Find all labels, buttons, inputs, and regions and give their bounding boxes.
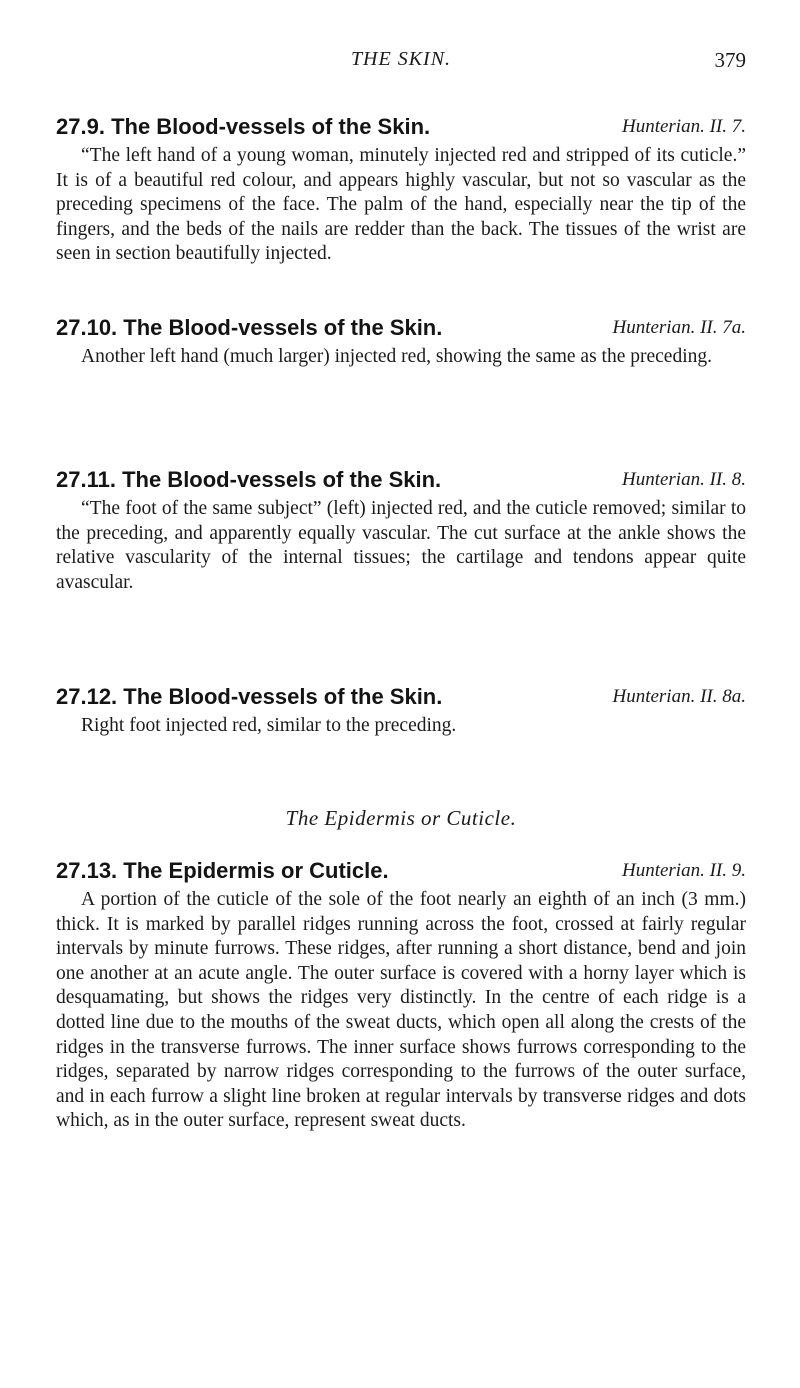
entry-number: 27.10. <box>56 315 118 340</box>
entry-number-and-title <box>56 684 442 709</box>
specimen-entry <box>56 114 746 267</box>
specimen-entry <box>56 684 746 739</box>
entry-heading <box>56 858 746 888</box>
catalogue-reference: Hunterian. II. 9. <box>621 860 746 881</box>
running-title: THE SKIN. <box>350 48 452 70</box>
catalogue-reference: Hunterian. II. 8. <box>621 469 746 490</box>
catalogue-reference: Hunterian. II. 7a. <box>612 317 746 338</box>
entry-number: 27.9. <box>56 114 105 139</box>
specimen-entry <box>56 467 746 595</box>
entry-number-and-title <box>56 114 430 139</box>
section-heading: The Epidermis or Cuticle. <box>285 806 517 830</box>
entry-number-and-title <box>56 315 442 340</box>
entry-number: 27.11. <box>56 467 116 492</box>
specimen-entry <box>56 315 746 370</box>
entry-description: Another left hand (much larger) injected red, showing the same as the preceding. <box>81 346 712 367</box>
entry-title: The Blood-vessels of the Skin. <box>123 315 443 340</box>
catalogue-reference: Hunterian. II. 8a. <box>612 686 746 707</box>
entry-number: 27.12. <box>56 684 118 709</box>
catalogue-reference: Hunterian. II. 7. <box>621 116 746 137</box>
entry-description: “The left hand of a young woman, minutely injected red and stripped of its cuticle.” It is of a beautiful red colour, and appears highly vascular, but not so vascular as the preceding specimens of the face. The palm of the hand, especially near the tip of the fingers, and the beds of the nails are redder than the back. The tissues of the wrist are seen in section beautifully injected. <box>56 145 746 265</box>
entry-description: A portion of the cuticle of the sole of the foot nearly an eighth of an inch (3 mm.) thick. It is marked by parallel ridges running across the foot, crossed at fairly regular intervals by minute furrows. These ridges, after running a short distance, bend and join one another at an acute angle. The outer surface is covered with a horny layer which is desquamating, but shows the ridges very distinctly. In the centre of each ridge is a dotted line due to the mouths of the sweat ducts, which open all along the crests of the ridges in the transverse furrows. The inner surface shows furrows corresponding to the ridges, separated by narrow ridges corresponding to the furrows of the outer surface, and in each furrow a slight line broken at regular intervals by transverse ridges and dots which, as in the outer surface, represent sweat ducts. <box>56 889 746 1132</box>
entry-title: The Blood-vessels of the Skin. <box>123 684 443 709</box>
entry-heading <box>56 315 746 345</box>
entry-description: “The foot of the same subject” (left) injected red, and the cuticle removed; similar to the preceding, and apparently equally vascular. The cut surface at the ankle shows the relative vascularity of the internal tissues; the cartilage and tendons appear quite avascular. <box>56 498 746 593</box>
entry-description: Right foot injected red, similar to the preceding. <box>81 715 457 736</box>
entry-title: The Blood-vessels of the Skin. <box>111 114 431 139</box>
entry-heading <box>56 684 746 714</box>
entry-number: 27.13. <box>56 858 118 883</box>
entry-title: The Blood-vessels of the Skin. <box>122 467 442 492</box>
entry-number-and-title <box>56 858 389 883</box>
entry-number-and-title <box>56 467 441 492</box>
page-number: 379 <box>714 48 746 72</box>
entry-heading <box>56 467 746 497</box>
specimen-entry <box>56 858 746 1134</box>
running-head <box>56 48 746 78</box>
entry-heading <box>56 114 746 144</box>
entry-title: The Epidermis or Cuticle. <box>123 858 389 883</box>
